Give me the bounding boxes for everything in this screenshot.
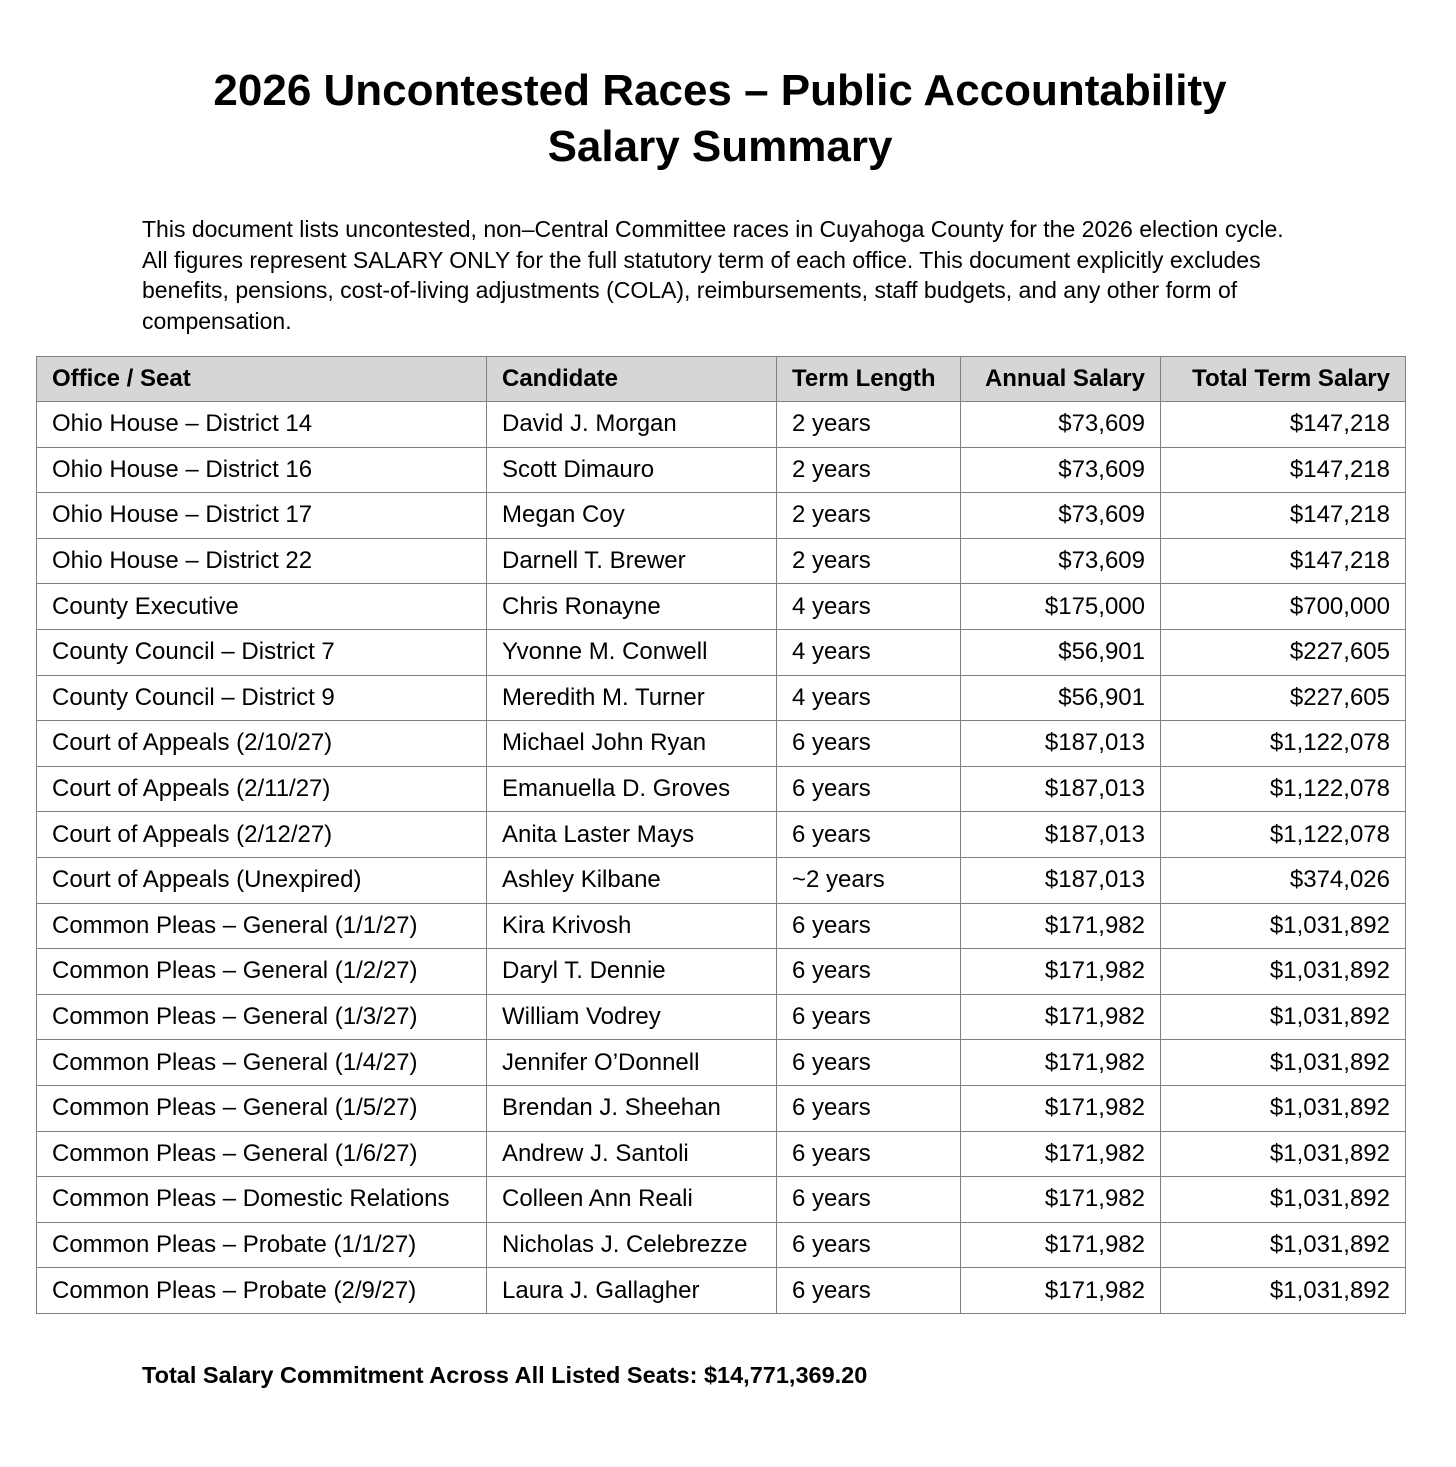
cell-term-length: 2 years xyxy=(777,493,961,539)
cell-candidate: Kira Krivosh xyxy=(487,903,777,949)
cell-total-term-salary: $147,218 xyxy=(1161,538,1406,584)
cell-term-length: 6 years xyxy=(777,949,961,995)
cell-office-seat: Court of Appeals (2/12/27) xyxy=(37,812,487,858)
cell-total-term-salary: $1,031,892 xyxy=(1161,1222,1406,1268)
cell-candidate: David J. Morgan xyxy=(487,402,777,448)
cell-candidate: Colleen Ann Reali xyxy=(487,1177,777,1223)
table-row xyxy=(37,903,1406,949)
table-row xyxy=(37,766,1406,812)
cell-total-term-salary: $1,122,078 xyxy=(1161,721,1406,767)
total-salary-commitment: Total Salary Commitment Across All Listed Seats: $14,771,369.20 xyxy=(142,1362,868,1388)
title-line-2: Salary Summary xyxy=(547,122,893,172)
cell-term-length: 6 years xyxy=(777,1268,961,1314)
cell-total-term-salary: $1,031,892 xyxy=(1161,1131,1406,1177)
cell-annual-salary: $171,982 xyxy=(961,1040,1161,1086)
cell-annual-salary: $171,982 xyxy=(961,1222,1161,1268)
cell-total-term-salary: $1,031,892 xyxy=(1161,1177,1406,1223)
cell-annual-salary: $171,982 xyxy=(961,994,1161,1040)
cell-candidate: Yvonne M. Conwell xyxy=(487,629,777,675)
cell-candidate: Chris Ronayne xyxy=(487,584,777,630)
cell-office-seat: Ohio House – District 16 xyxy=(37,447,487,493)
table-row xyxy=(37,493,1406,539)
cell-office-seat: Court of Appeals (Unexpired) xyxy=(37,857,487,903)
cell-term-length: 2 years xyxy=(777,538,961,584)
cell-office-seat: County Council – District 9 xyxy=(37,675,487,721)
cell-term-length: 6 years xyxy=(777,1222,961,1268)
table-row xyxy=(37,402,1406,448)
cell-candidate: Meredith M. Turner xyxy=(487,675,777,721)
table-row xyxy=(37,812,1406,858)
cell-total-term-salary: $1,031,892 xyxy=(1161,1085,1406,1131)
cell-total-term-salary: $1,031,892 xyxy=(1161,903,1406,949)
cell-term-length: 6 years xyxy=(777,903,961,949)
cell-office-seat: Ohio House – District 22 xyxy=(37,538,487,584)
cell-total-term-salary: $227,605 xyxy=(1161,629,1406,675)
header-candidate: Candidate xyxy=(487,357,777,402)
cell-term-length: 2 years xyxy=(777,447,961,493)
table-row xyxy=(37,447,1406,493)
cell-total-term-salary: $1,031,892 xyxy=(1161,1268,1406,1314)
cell-annual-salary: $56,901 xyxy=(961,675,1161,721)
header-row xyxy=(37,357,1406,402)
cell-term-length: 6 years xyxy=(777,1040,961,1086)
cell-office-seat: Common Pleas – General (1/2/27) xyxy=(37,949,487,995)
intro-paragraph: This document lists uncontested, non–Central Committee races in Cuyahoga County for the 2026 election cycle. All figures represent SALARY ONLY for the full statutory term of each office. This document explicitly excludes benefits, pensions, cost-of-living adjustments (COLA), reimbursements, staff budgets, and any other form of compensation. xyxy=(142,216,1284,334)
page-title xyxy=(0,63,1440,175)
cell-annual-salary: $73,609 xyxy=(961,402,1161,448)
cell-office-seat: Common Pleas – General (1/3/27) xyxy=(37,994,487,1040)
cell-term-length: 6 years xyxy=(777,1131,961,1177)
cell-candidate: Daryl T. Dennie xyxy=(487,949,777,995)
table-row xyxy=(37,857,1406,903)
cell-term-length: 2 years xyxy=(777,402,961,448)
table-row xyxy=(37,949,1406,995)
cell-office-seat: County Executive xyxy=(37,584,487,630)
cell-term-length: 4 years xyxy=(777,675,961,721)
cell-annual-salary: $187,013 xyxy=(961,721,1161,767)
cell-annual-salary: $171,982 xyxy=(961,1268,1161,1314)
header-total-term-salary: Total Term Salary xyxy=(1161,357,1406,402)
cell-office-seat: Common Pleas – Domestic Relations xyxy=(37,1177,487,1223)
cell-total-term-salary: $147,218 xyxy=(1161,447,1406,493)
cell-candidate: Michael John Ryan xyxy=(487,721,777,767)
title-line-1: 2026 Uncontested Races – Public Accountability xyxy=(213,66,1227,116)
salary-table xyxy=(36,356,1406,1314)
cell-total-term-salary: $1,122,078 xyxy=(1161,766,1406,812)
cell-term-length: 6 years xyxy=(777,812,961,858)
cell-term-length: 6 years xyxy=(777,994,961,1040)
table-row xyxy=(37,538,1406,584)
cell-office-seat: Common Pleas – General (1/5/27) xyxy=(37,1085,487,1131)
cell-term-length: 6 years xyxy=(777,1085,961,1131)
cell-total-term-salary: $147,218 xyxy=(1161,402,1406,448)
cell-annual-salary: $56,901 xyxy=(961,629,1161,675)
cell-office-seat: Ohio House – District 14 xyxy=(37,402,487,448)
table-row xyxy=(37,1177,1406,1223)
cell-total-term-salary: $700,000 xyxy=(1161,584,1406,630)
cell-office-seat: Common Pleas – Probate (2/9/27) xyxy=(37,1268,487,1314)
table-row xyxy=(37,1131,1406,1177)
cell-total-term-salary: $227,605 xyxy=(1161,675,1406,721)
header-term-length: Term Length xyxy=(777,357,961,402)
cell-office-seat: Court of Appeals (2/10/27) xyxy=(37,721,487,767)
cell-term-length: 4 years xyxy=(777,584,961,630)
header-office-seat: Office / Seat xyxy=(37,357,487,402)
cell-annual-salary: $73,609 xyxy=(961,538,1161,584)
cell-candidate: Andrew J. Santoli xyxy=(487,1131,777,1177)
cell-term-length: 6 years xyxy=(777,721,961,767)
table-row xyxy=(37,584,1406,630)
cell-annual-salary: $171,982 xyxy=(961,903,1161,949)
cell-total-term-salary: $1,031,892 xyxy=(1161,994,1406,1040)
cell-candidate: Scott Dimauro xyxy=(487,447,777,493)
cell-annual-salary: $171,982 xyxy=(961,1177,1161,1223)
table-row xyxy=(37,675,1406,721)
table-row xyxy=(37,721,1406,767)
cell-term-length: 6 years xyxy=(777,766,961,812)
cell-annual-salary: $171,982 xyxy=(961,949,1161,995)
cell-office-seat: Common Pleas – Probate (1/1/27) xyxy=(37,1222,487,1268)
cell-annual-salary: $73,609 xyxy=(961,493,1161,539)
cell-total-term-salary: $147,218 xyxy=(1161,493,1406,539)
cell-office-seat: Court of Appeals (2/11/27) xyxy=(37,766,487,812)
table-row xyxy=(37,1040,1406,1086)
cell-annual-salary: $171,982 xyxy=(961,1085,1161,1131)
table-row xyxy=(37,994,1406,1040)
table-row xyxy=(37,629,1406,675)
table-row xyxy=(37,1222,1406,1268)
cell-annual-salary: $171,982 xyxy=(961,1131,1161,1177)
cell-annual-salary: $187,013 xyxy=(961,812,1161,858)
cell-candidate: William Vodrey xyxy=(487,994,777,1040)
cell-annual-salary: $73,609 xyxy=(961,447,1161,493)
table-body xyxy=(37,402,1406,1314)
cell-candidate: Megan Coy xyxy=(487,493,777,539)
cell-candidate: Darnell T. Brewer xyxy=(487,538,777,584)
table-row xyxy=(37,1085,1406,1131)
cell-candidate: Emanuella D. Groves xyxy=(487,766,777,812)
cell-total-term-salary: $374,026 xyxy=(1161,857,1406,903)
cell-total-term-salary: $1,031,892 xyxy=(1161,949,1406,995)
cell-office-seat: Common Pleas – General (1/4/27) xyxy=(37,1040,487,1086)
cell-term-length: 4 years xyxy=(777,629,961,675)
cell-office-seat: Common Pleas – General (1/6/27) xyxy=(37,1131,487,1177)
header-annual-salary: Annual Salary xyxy=(961,357,1161,402)
cell-candidate: Laura J. Gallagher xyxy=(487,1268,777,1314)
cell-candidate: Ashley Kilbane xyxy=(487,857,777,903)
cell-total-term-salary: $1,031,892 xyxy=(1161,1040,1406,1086)
cell-office-seat: Common Pleas – General (1/1/27) xyxy=(37,903,487,949)
cell-annual-salary: $187,013 xyxy=(961,857,1161,903)
cell-office-seat: Ohio House – District 17 xyxy=(37,493,487,539)
cell-total-term-salary: $1,122,078 xyxy=(1161,812,1406,858)
cell-candidate: Nicholas J. Celebrezze xyxy=(487,1222,777,1268)
cell-annual-salary: $187,013 xyxy=(961,766,1161,812)
table-row xyxy=(37,1268,1406,1314)
cell-office-seat: County Council – District 7 xyxy=(37,629,487,675)
cell-term-length: 6 years xyxy=(777,1177,961,1223)
table-header xyxy=(37,357,1406,402)
cell-annual-salary: $175,000 xyxy=(961,584,1161,630)
cell-candidate: Anita Laster Mays xyxy=(487,812,777,858)
cell-candidate: Brendan J. Sheehan xyxy=(487,1085,777,1131)
cell-candidate: Jennifer O’Donnell xyxy=(487,1040,777,1086)
cell-term-length: ~2 years xyxy=(777,857,961,903)
